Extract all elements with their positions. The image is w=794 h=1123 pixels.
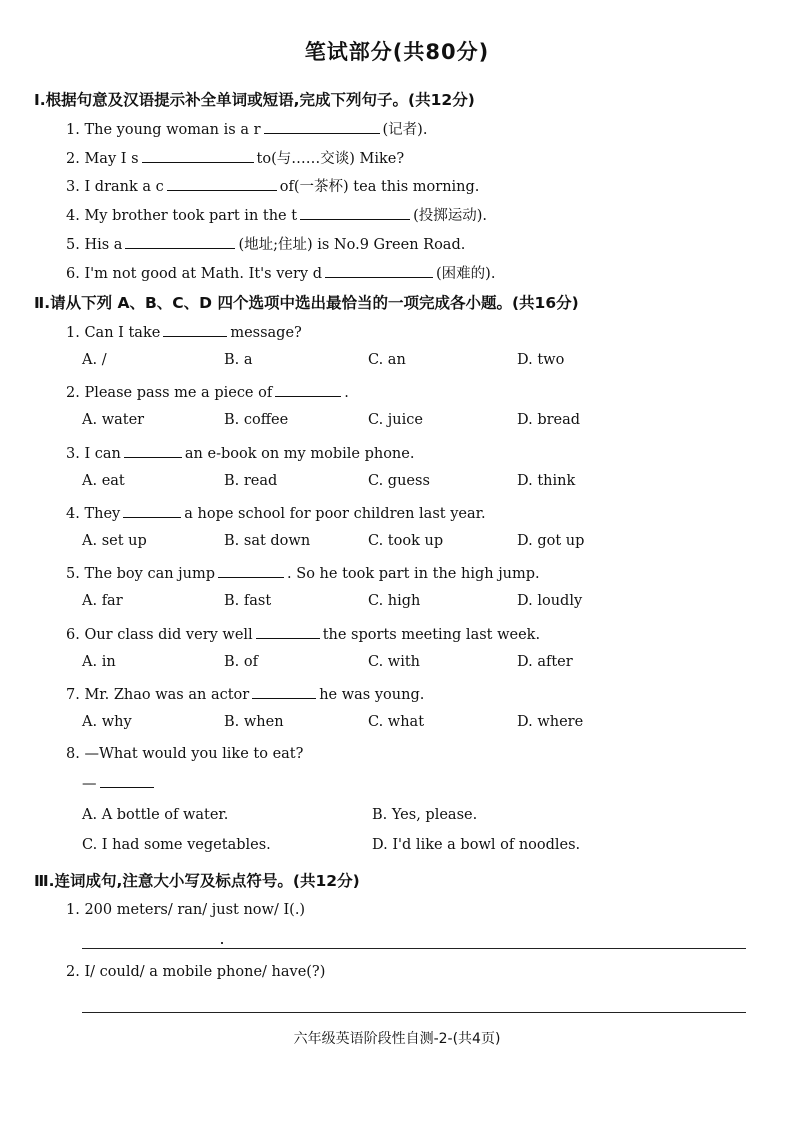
question-number: 6.	[66, 626, 80, 643]
question-text-pre: I can	[84, 445, 121, 462]
question-text-pre: May I s	[84, 151, 139, 167]
question-number: 6.	[66, 266, 80, 282]
answer-blank[interactable]	[124, 443, 182, 458]
question-text-post: (地址;住址) is No.9 Green Road.	[238, 237, 466, 253]
s2-q4-option-a[interactable]: A. set up	[82, 532, 147, 549]
s1-question-2	[66, 147, 404, 168]
answer-blank[interactable]	[252, 684, 316, 699]
s2-q2-option-c[interactable]: C. juice	[368, 412, 423, 429]
s2-q2-option-d[interactable]: D. bread	[517, 412, 581, 429]
question-number: 7.	[66, 686, 80, 703]
question-number: 1.	[66, 122, 80, 138]
question-text: 200 meters/ ran/ just now/ I(.)	[84, 902, 306, 918]
s2-q6-option-a[interactable]: A. in	[82, 653, 116, 670]
s2-q3-option-b[interactable]: B. read	[224, 472, 278, 489]
question-text-post: (困难的).	[436, 266, 496, 282]
question-text-pre: They	[84, 505, 121, 522]
answer-blank[interactable]	[100, 777, 154, 788]
s2-q6-option-d[interactable]: D. after	[517, 653, 573, 670]
s2-q8-option-d[interactable]: D. I'd like a bowl of noodles.	[372, 837, 581, 853]
question-text-post: the sports meeting last week.	[322, 626, 541, 643]
s1-question-5	[66, 233, 465, 254]
s2-q3-option-c[interactable]: C. guess	[368, 472, 430, 489]
s2-q5-option-d[interactable]: D. loudly	[517, 593, 583, 610]
s1-question-1	[66, 118, 427, 139]
answer-blank[interactable]	[142, 148, 254, 163]
question-number: 3.	[66, 445, 80, 462]
question-text-post: . So he took part in the high jump.	[287, 566, 540, 583]
question-number: 2.	[66, 964, 80, 980]
question-text-pre: The young woman is a r	[84, 122, 261, 138]
answer-blank[interactable]	[163, 322, 227, 337]
s2-question-1	[66, 322, 302, 341]
question-number: 4.	[66, 505, 80, 522]
s2-question-7	[66, 684, 424, 703]
dash: —	[82, 776, 97, 792]
s2-q3-option-a[interactable]: A. eat	[82, 472, 125, 489]
s2-q1-option-c[interactable]: C. an	[368, 352, 406, 368]
question-text-pre: The boy can jump	[84, 566, 216, 583]
s2-q4-option-d[interactable]: D. got up	[517, 532, 585, 549]
section-3-heading: Ⅲ.连词成句,注意大小写及标点符号。(共12分)	[34, 872, 360, 890]
question-text-post: message?	[230, 325, 302, 341]
answer-blank[interactable]	[325, 263, 433, 278]
s3-question-1	[66, 902, 305, 918]
question-number: 4.	[66, 208, 80, 224]
question-text-pre: Please pass me a piece of	[84, 385, 273, 402]
s2-q1-option-d[interactable]: D. two	[517, 352, 565, 368]
s2-q7-option-c[interactable]: C. what	[368, 713, 425, 730]
question-number: 5.	[66, 566, 80, 583]
question-number: 2.	[66, 385, 80, 402]
section-1-heading: Ⅰ.根据句意及汉语提示补全单词或短语,完成下列句子。(共12分)	[34, 91, 475, 109]
s2-q1-option-b[interactable]: B. a	[224, 352, 253, 368]
answer-blank[interactable]	[125, 234, 235, 249]
s2-q4-option-c[interactable]: C. took up	[368, 532, 444, 549]
question-number: 5.	[66, 237, 80, 253]
question-text-pre: Our class did very well	[84, 626, 253, 643]
question-number: 3.	[66, 179, 80, 195]
s2-q2-option-a[interactable]: A. water	[82, 412, 145, 429]
answer-blank[interactable]	[123, 503, 181, 518]
question-text-pre: My brother took part in the t	[84, 208, 298, 224]
answer-line-1[interactable]	[82, 948, 746, 949]
question-text-post: .	[344, 385, 349, 402]
question-number: 2.	[66, 151, 80, 167]
question-number: 1.	[66, 902, 80, 918]
s1-question-3	[66, 175, 479, 196]
answer-blank[interactable]	[256, 624, 320, 639]
s2-q7-option-b[interactable]: B. when	[224, 713, 284, 730]
question-text-post: he was young.	[319, 686, 425, 703]
s2-q8-answer-line[interactable]	[82, 776, 154, 792]
s2-q7-option-a[interactable]: A. why	[82, 713, 132, 730]
s2-question-5	[66, 563, 540, 582]
s2-question-6	[66, 624, 540, 643]
s3-question-2	[66, 964, 325, 980]
stray-mark	[221, 942, 223, 944]
s2-q6-option-b[interactable]: B. of	[224, 653, 258, 670]
answer-blank[interactable]	[218, 563, 284, 578]
s2-q8-option-c[interactable]: C. I had some vegetables.	[82, 837, 271, 853]
s2-q5-option-c[interactable]: C. high	[368, 593, 421, 610]
page-title: 笔试部分(共80分)	[304, 40, 490, 64]
answer-blank[interactable]	[275, 382, 341, 397]
s2-question-8	[66, 746, 303, 762]
answer-blank[interactable]	[300, 205, 410, 220]
s1-question-6	[66, 262, 495, 283]
question-text-pre: His a	[84, 237, 123, 253]
question-text-post: a hope school for poor children last year.	[184, 505, 486, 522]
answer-blank[interactable]	[167, 176, 277, 191]
s2-q1-option-a[interactable]: A. /	[82, 352, 107, 368]
question-text-pre: Mr. Zhao was an actor	[84, 686, 250, 703]
s2-question-3	[66, 443, 414, 462]
s2-q4-option-b[interactable]: B. sat down	[224, 532, 311, 549]
question-text-post: (投掷运动).	[413, 208, 488, 224]
question-text: I/ could/ a mobile phone/ have(?)	[84, 964, 326, 980]
question-text-pre: Can I take	[84, 325, 161, 341]
page-footer: 六年级英语阶段性自测-2-(共4页)	[293, 1031, 501, 1047]
question-text-post: to(与……交谈) Mike?	[256, 151, 405, 167]
s1-question-4	[66, 204, 487, 225]
section-2-heading: Ⅱ.请从下列 A、B、C、D 四个选项中选出最恰当的一项完成各小题。(共16分)	[34, 294, 579, 312]
question-text-post: (记者).	[382, 122, 428, 138]
s2-q8-option-b[interactable]: B. Yes, please.	[372, 807, 478, 823]
question-text: —What would you like to eat?	[84, 746, 304, 762]
s2-q6-option-c[interactable]: C. with	[368, 653, 421, 670]
question-text-pre: I drank a c	[84, 179, 164, 195]
question-text-pre: I'm not good at Math. It's very d	[84, 266, 322, 282]
s2-q7-option-d[interactable]: D. where	[517, 713, 584, 730]
question-text-post: of(一茶杯) tea this morning.	[279, 179, 480, 195]
s2-q5-option-a[interactable]: A. far	[82, 593, 123, 610]
s2-q3-option-d[interactable]: D. think	[517, 472, 576, 489]
question-number: 8.	[66, 746, 80, 762]
s2-q8-option-a[interactable]: A. A bottle of water.	[82, 807, 229, 823]
answer-line-2[interactable]	[82, 1012, 746, 1013]
s2-question-2	[66, 382, 349, 401]
s2-question-4	[66, 503, 486, 522]
question-number: 1.	[66, 325, 80, 341]
question-text-post: an e-book on my mobile phone.	[184, 445, 415, 462]
answer-blank[interactable]	[264, 119, 380, 134]
s2-q2-option-b[interactable]: B. coffee	[224, 412, 289, 429]
s2-q5-option-b[interactable]: B. fast	[224, 593, 272, 610]
